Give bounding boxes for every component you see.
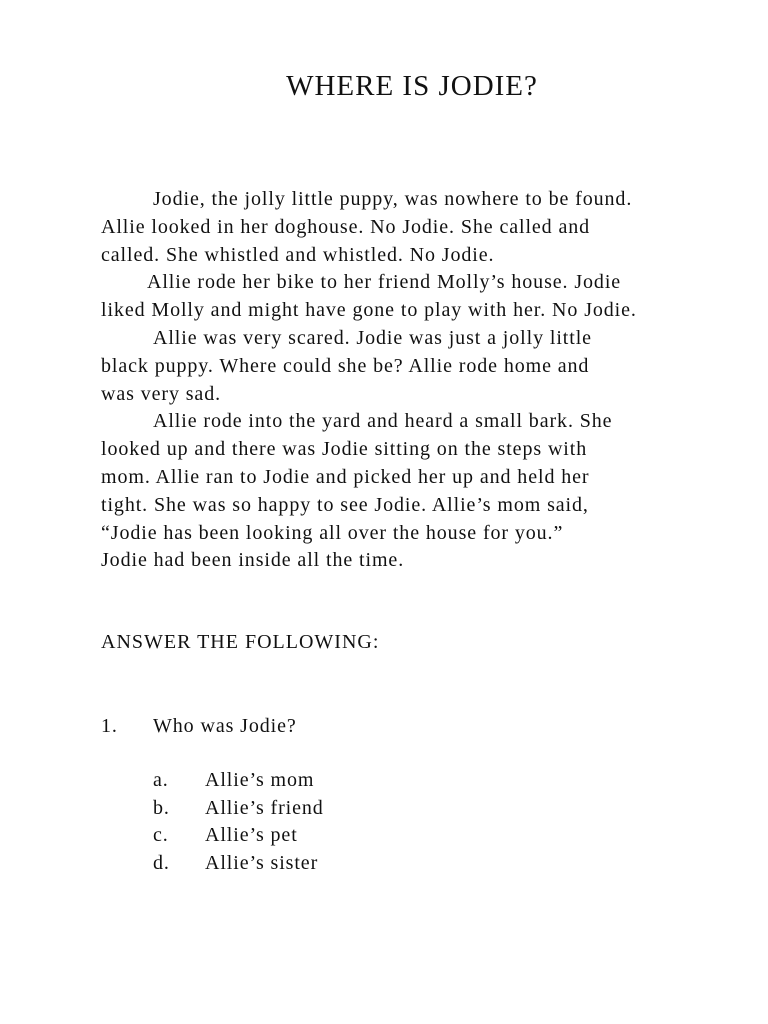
story-text <box>101 186 761 575</box>
option-letter: b. <box>153 796 170 819</box>
story-line: Jodie, the jolly little puppy, was nowhere to be found. <box>153 188 633 210</box>
option-a <box>153 767 324 795</box>
option-d <box>153 850 324 878</box>
option-letter: a. <box>153 769 169 791</box>
story-line: was very sad. <box>101 382 222 405</box>
option-c <box>153 822 324 850</box>
story-line: called. She whistled and whistled. No Jodie. <box>101 243 495 266</box>
option-text: Allie’s pet <box>205 824 298 847</box>
option-text: Allie’s friend <box>205 796 324 819</box>
answer-options <box>153 767 324 877</box>
story-line: Allie rode her bike to her friend Molly’s house. Jodie <box>147 271 622 294</box>
page-title: WHERE IS JODIE? <box>286 70 538 102</box>
story-line: Allie looked in her doghouse. No Jodie. She called and <box>101 215 591 238</box>
story-line: black puppy. Where could she be? Allie rode home and <box>101 354 590 377</box>
question-1 <box>101 712 297 740</box>
question-text: Who was Jodie? <box>153 715 297 737</box>
answer-heading: ANSWER THE FOLLOWING: <box>101 631 380 653</box>
story-line: Allie rode into the yard and heard a small bark. She <box>153 410 613 433</box>
story-line: mom. Allie ran to Jodie and picked her up and held her <box>101 465 590 488</box>
option-text: Allie’s sister <box>205 851 319 874</box>
option-letter: d. <box>153 851 170 874</box>
story-line: looked up and there was Jodie sitting on the steps with <box>101 438 588 461</box>
option-letter: c. <box>153 824 169 847</box>
question-number: 1. <box>101 715 118 737</box>
option-text: Allie’s mom <box>205 769 315 791</box>
story-line: “Jodie has been looking all over the house for you.” <box>101 521 564 544</box>
option-b <box>153 795 324 823</box>
story-line: Jodie had been inside all the time. <box>101 549 405 572</box>
story-line: liked Molly and might have gone to play with her. No Jodie. <box>101 299 637 322</box>
story-line: Allie was very scared. Jodie was just a jolly little <box>153 326 592 349</box>
story-line: tight. She was so happy to see Jodie. Allie’s mom said, <box>101 493 589 516</box>
